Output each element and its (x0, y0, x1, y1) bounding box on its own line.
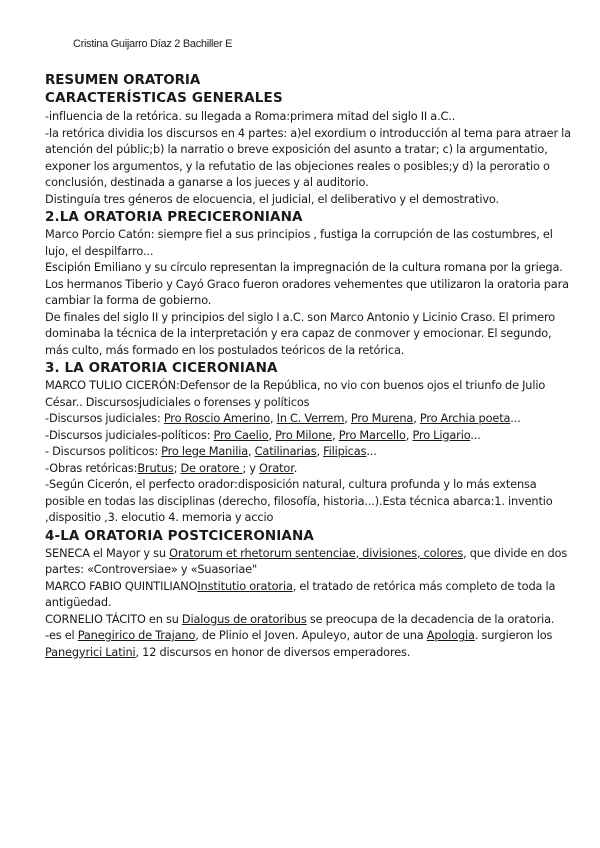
text-run: , 12 discursos en honor de diversos emperadores. (135, 644, 411, 659)
work-title: Pro lege Manilia (161, 444, 249, 458)
list-prefix: -Discursos judiciales: (45, 411, 164, 425)
list-prefix: -Obras retóricas: (45, 460, 138, 475)
separator: , (413, 411, 420, 425)
separator: , (316, 444, 324, 458)
separator: ; y (242, 460, 260, 475)
text-run: se preocupa de la decadencia de la oratoria. (306, 611, 555, 626)
list-suffix: ... (510, 411, 521, 425)
section-3-heading: 3. LA ORATORIA CICERONIANA (45, 360, 278, 376)
panegirico-paragraph (45, 627, 575, 660)
graco-paragraph: Los hermanos Tiberio y Cayó Graco fueron oradores vehementes que utilizaron la oratoria para cambiar la forma de gobierno. (45, 276, 569, 307)
work-title: De oratore (180, 460, 243, 475)
separator: , (344, 411, 351, 425)
separator: , (332, 427, 339, 442)
perfecto-orador-paragraph: -Según Cicerón, el perfecto orador:disposición natural, cultura profunda y lo más extensa posible en todas las disciplinas (derecho, filosofía, historia...).Esta técnica abarca:1. inventio ,dispositio ,3. elocutio 4. memoria y accio (45, 477, 553, 524)
work-title: Pro Archia poeta (419, 411, 511, 425)
work-title: Pro Milone (275, 427, 333, 442)
general-paragraph-2: -la retórica dividia los discursos en 4 partes: a)el exordium o introducción al tema para atraer la atención del públic;b) la narratio o breve exposición del asunto a tratar; c) la argumentatio, exponer los argumentos, y la refutatio de las objeciones reales o posibles;y d) la peroratio o conclusión, destinada a ganarse a los jueces y al auditorio. (45, 125, 571, 189)
general-paragraph-1: -influencia de la retórica. su llegada a Roma:primera mitad del siglo II a.C.. (45, 109, 456, 123)
text-run: , el tratado de retórica más completo de toda la antigüedad. (45, 578, 556, 609)
cato-paragraph: Marco Porcio Catón: siempre fiel a sus principios , fustiga la corrupción de las costumbres, el lujo, el despilfarro... (45, 227, 553, 258)
work-title: Pro Marcello (338, 427, 406, 442)
work-title: Brutus (137, 460, 174, 475)
work-title: Apologia (426, 628, 475, 642)
separator: , (270, 411, 277, 425)
list-suffix: . (293, 460, 298, 475)
escipion-paragraph: Escipión Emiliano y su círculo representan la impregnación de la cultura romana por la griega. (45, 260, 563, 274)
work-title: Panegirico de Trajano (77, 628, 196, 642)
work-title: Oratorum et rhetorum sentenciae, divisiones, colores (169, 545, 464, 560)
section-general-heading: CARACTERÍSTICAS GENERALES (45, 90, 283, 106)
seneca-paragraph (45, 545, 575, 578)
separator: , (248, 444, 255, 458)
discursos-judiciales (45, 410, 575, 427)
text-run: -es el (45, 628, 78, 642)
work-title: In C. Verrem (276, 411, 345, 425)
text-run: CORNELIO TÁCITO en su (45, 611, 182, 626)
work-title: Institutio oratoria (197, 578, 293, 593)
section-2-heading: 2.LA ORATORIA PRECICERONIANA (45, 209, 303, 225)
ciceron-paragraph: MARCO TULIO CICERÓN:Defensor de la República, no vio con buenos ojos el triunfo de Julio César.. Discursosjudiciales o forenses y políticos (45, 378, 546, 409)
list-suffix: ... (470, 427, 481, 442)
text-run: , de Plinio el Joven. Apuleyo, autor de una (195, 628, 427, 642)
work-title: Panegyrici Latini (45, 644, 136, 659)
text-run: SENECA el Mayor y su (45, 545, 170, 560)
work-title: Catilinarias (254, 444, 317, 458)
antonio-craso-paragraph: De finales del siglo II y principios del siglo I a.C. son Marco Antonio y Licinio Craso. El primero dominaba la técnica de la interpretación y era capaz de conmover y emocionar. El segundo, más culto, más formado en los postulados teóricos de la retórica. (45, 309, 556, 357)
work-title: Dialogus de oratoribus (181, 611, 307, 626)
work-title: Filipicas (323, 444, 367, 458)
separator: , (268, 427, 276, 442)
list-prefix: - Discursos politicos: (45, 444, 162, 458)
obras-retoricas (45, 460, 575, 477)
text-run: , que divide en dos partes: «Controversiae» y «Suasoriae" (45, 545, 568, 576)
section-4-heading: 4-LA ORATORIA POSTCICERONIANA (45, 527, 314, 544)
discursos-politicos (45, 443, 575, 460)
author-header: Cristina Guijarro Díaz 2 Bachiller E (73, 38, 233, 50)
text-run: MARCO FABIO QUINTILIANO (45, 578, 198, 593)
work-title: Pro Murena (350, 411, 414, 425)
work-title: Pro Caelio (213, 427, 269, 442)
document-body (45, 71, 575, 660)
quintiliano-paragraph (45, 578, 575, 611)
separator: , (405, 427, 413, 442)
text-run: . surgieron los (474, 628, 553, 642)
list-prefix: -Discursos judiciales-políticos: (45, 427, 214, 442)
document-title: RESUMEN ORATORIA (45, 72, 201, 88)
general-paragraph-3: Distinguía tres géneros de elocuencia, el judicial, el deliberativo y el demostrativo. (45, 191, 499, 206)
discursos-judiciales-politicos (45, 427, 575, 444)
separator: ; (173, 460, 181, 475)
work-title: Pro Roscio Amerino (163, 411, 271, 425)
list-suffix: ... (366, 444, 377, 458)
tacito-paragraph (45, 611, 575, 628)
work-title: Orator (259, 460, 294, 475)
work-title: Pro Ligario (412, 427, 471, 442)
